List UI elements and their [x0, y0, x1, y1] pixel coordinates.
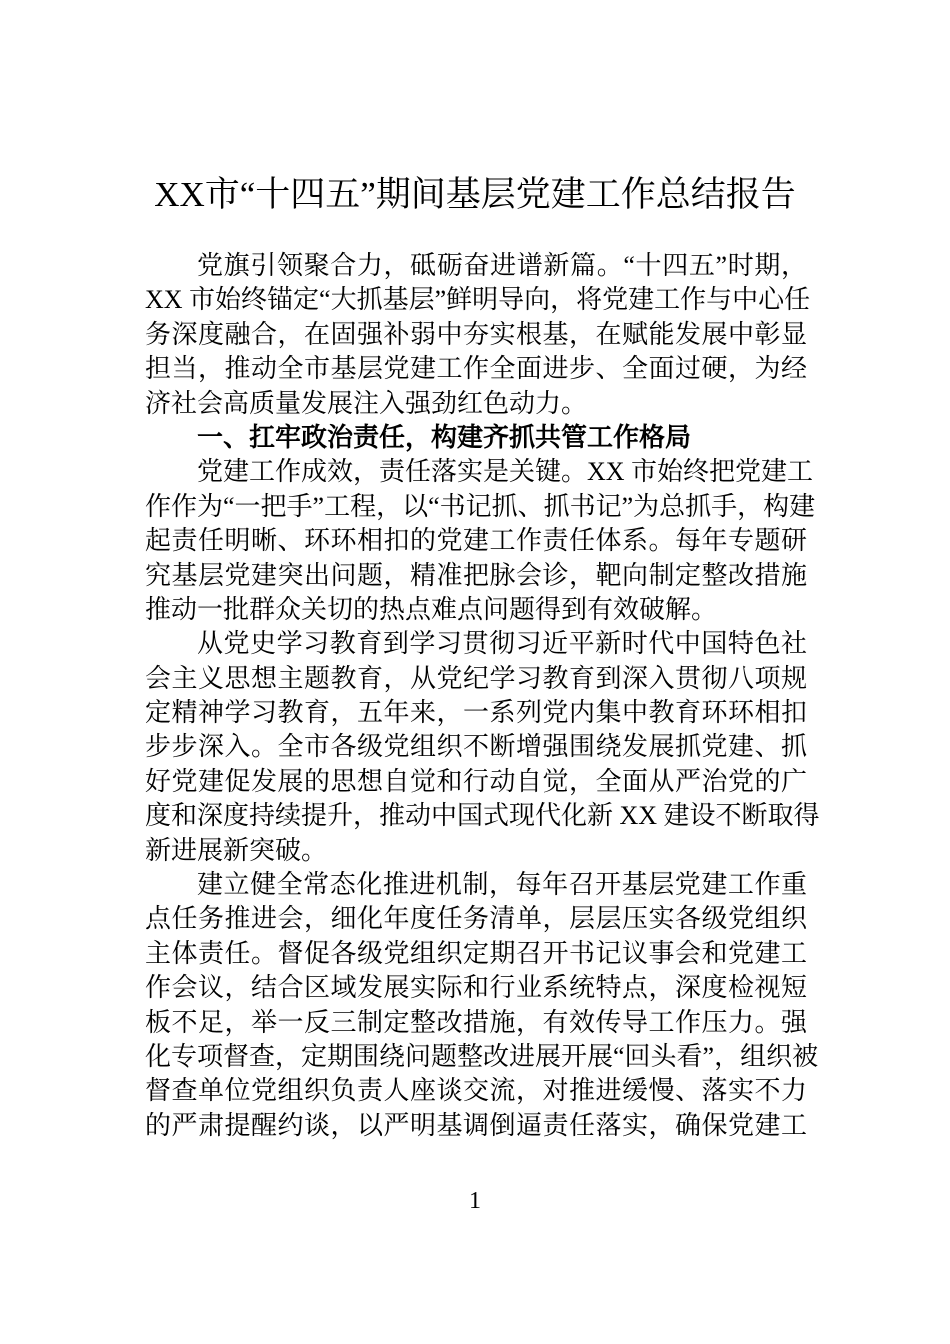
text-line: 主体责任。督促各级党组织定期召开书记议事会和党建工: [145, 938, 807, 968]
text-line: 究基层党建突出问题，精准把脉会诊，靶向制定整改措施: [145, 560, 807, 590]
text-line: 点任务推进会，细化年度任务清单，层层压实各级党组织: [145, 904, 807, 934]
text-line: 度和深度持续提升，推动中国式现代化新 XX 建设不断取得: [145, 801, 820, 831]
document-body: [145, 249, 820, 1143]
document-title: XX市“十四五”期间基层党建工作总结报告: [154, 175, 796, 214]
text-line: 作会议，结合区域发展实际和行业系统特点，深度检视短: [145, 973, 807, 1003]
text-line: 的严肃提醒约谈，以严明基调倒逼责任落实，确保党建工: [145, 1110, 807, 1140]
text-line: 步步深入。全市各级党组织不断增强围绕发展抓党建、抓: [145, 732, 807, 762]
text-line: 督查单位党组织负责人座谈交流，对推进缓慢、落实不力: [145, 1076, 807, 1106]
paragraph: [145, 627, 820, 868]
paragraph: [145, 455, 816, 627]
page-number: 1: [469, 1188, 481, 1214]
paragraph: [145, 249, 811, 421]
text-line: 会主义思想主题教育，从党纪学习教育到深入贯彻八项规: [145, 663, 807, 693]
text-line: 作作为“一把手”工程，以“书记抓、抓书记”为总抓手，构建: [145, 491, 816, 521]
text-line: 党旗引领聚合力，砥砺奋进谱新篇。“十四五”时期，: [197, 251, 807, 280]
text-line: XX 市始终锚定“大抓基层”鲜明导向，将党建工作与中心任: [145, 285, 811, 315]
text-line: 建立健全常态化推进机制，每年召开基层党建工作重: [197, 870, 807, 900]
text-line: 新进展新突破。: [145, 835, 328, 865]
text-line: 化专项督查，定期围绕问题整改进展开展“回头看”，组织被: [145, 1041, 819, 1071]
text-line: 推动一批群众关切的热点难点问题得到有效破解。: [145, 594, 718, 624]
text-line: 一、扛牢政治责任，构建齐抓共管工作格局: [197, 422, 692, 453]
text-line: 担当，推动全市基层党建工作全面进步、全面过硬，为经: [145, 354, 807, 384]
section-heading: [145, 421, 807, 455]
text-line: 定精神学习教育，五年来，一系列党内集中教育环环相扣: [145, 698, 807, 728]
text-line: 板不足，举一反三制定整改措施，有效传导工作压力。强: [145, 1007, 807, 1037]
text-line: 党建工作成效，责任落实是关键。XX 市始终把党建工: [197, 457, 814, 487]
text-line: 务深度融合，在固强补弱中夯实根基，在赋能发展中彰显: [145, 319, 807, 349]
text-line: 起责任明晰、环环相扣的党建工作责任体系。每年专题研: [145, 526, 807, 556]
text-line: 济社会高质量发展注入强劲红色动力。: [145, 388, 588, 418]
text-line: 好党建促发展的思想自觉和行动自觉，全面从严治党的广: [145, 766, 807, 796]
paragraph: [145, 868, 819, 1143]
text-line: 从党史学习教育到学习贯彻习近平新时代中国特色社: [197, 629, 807, 659]
